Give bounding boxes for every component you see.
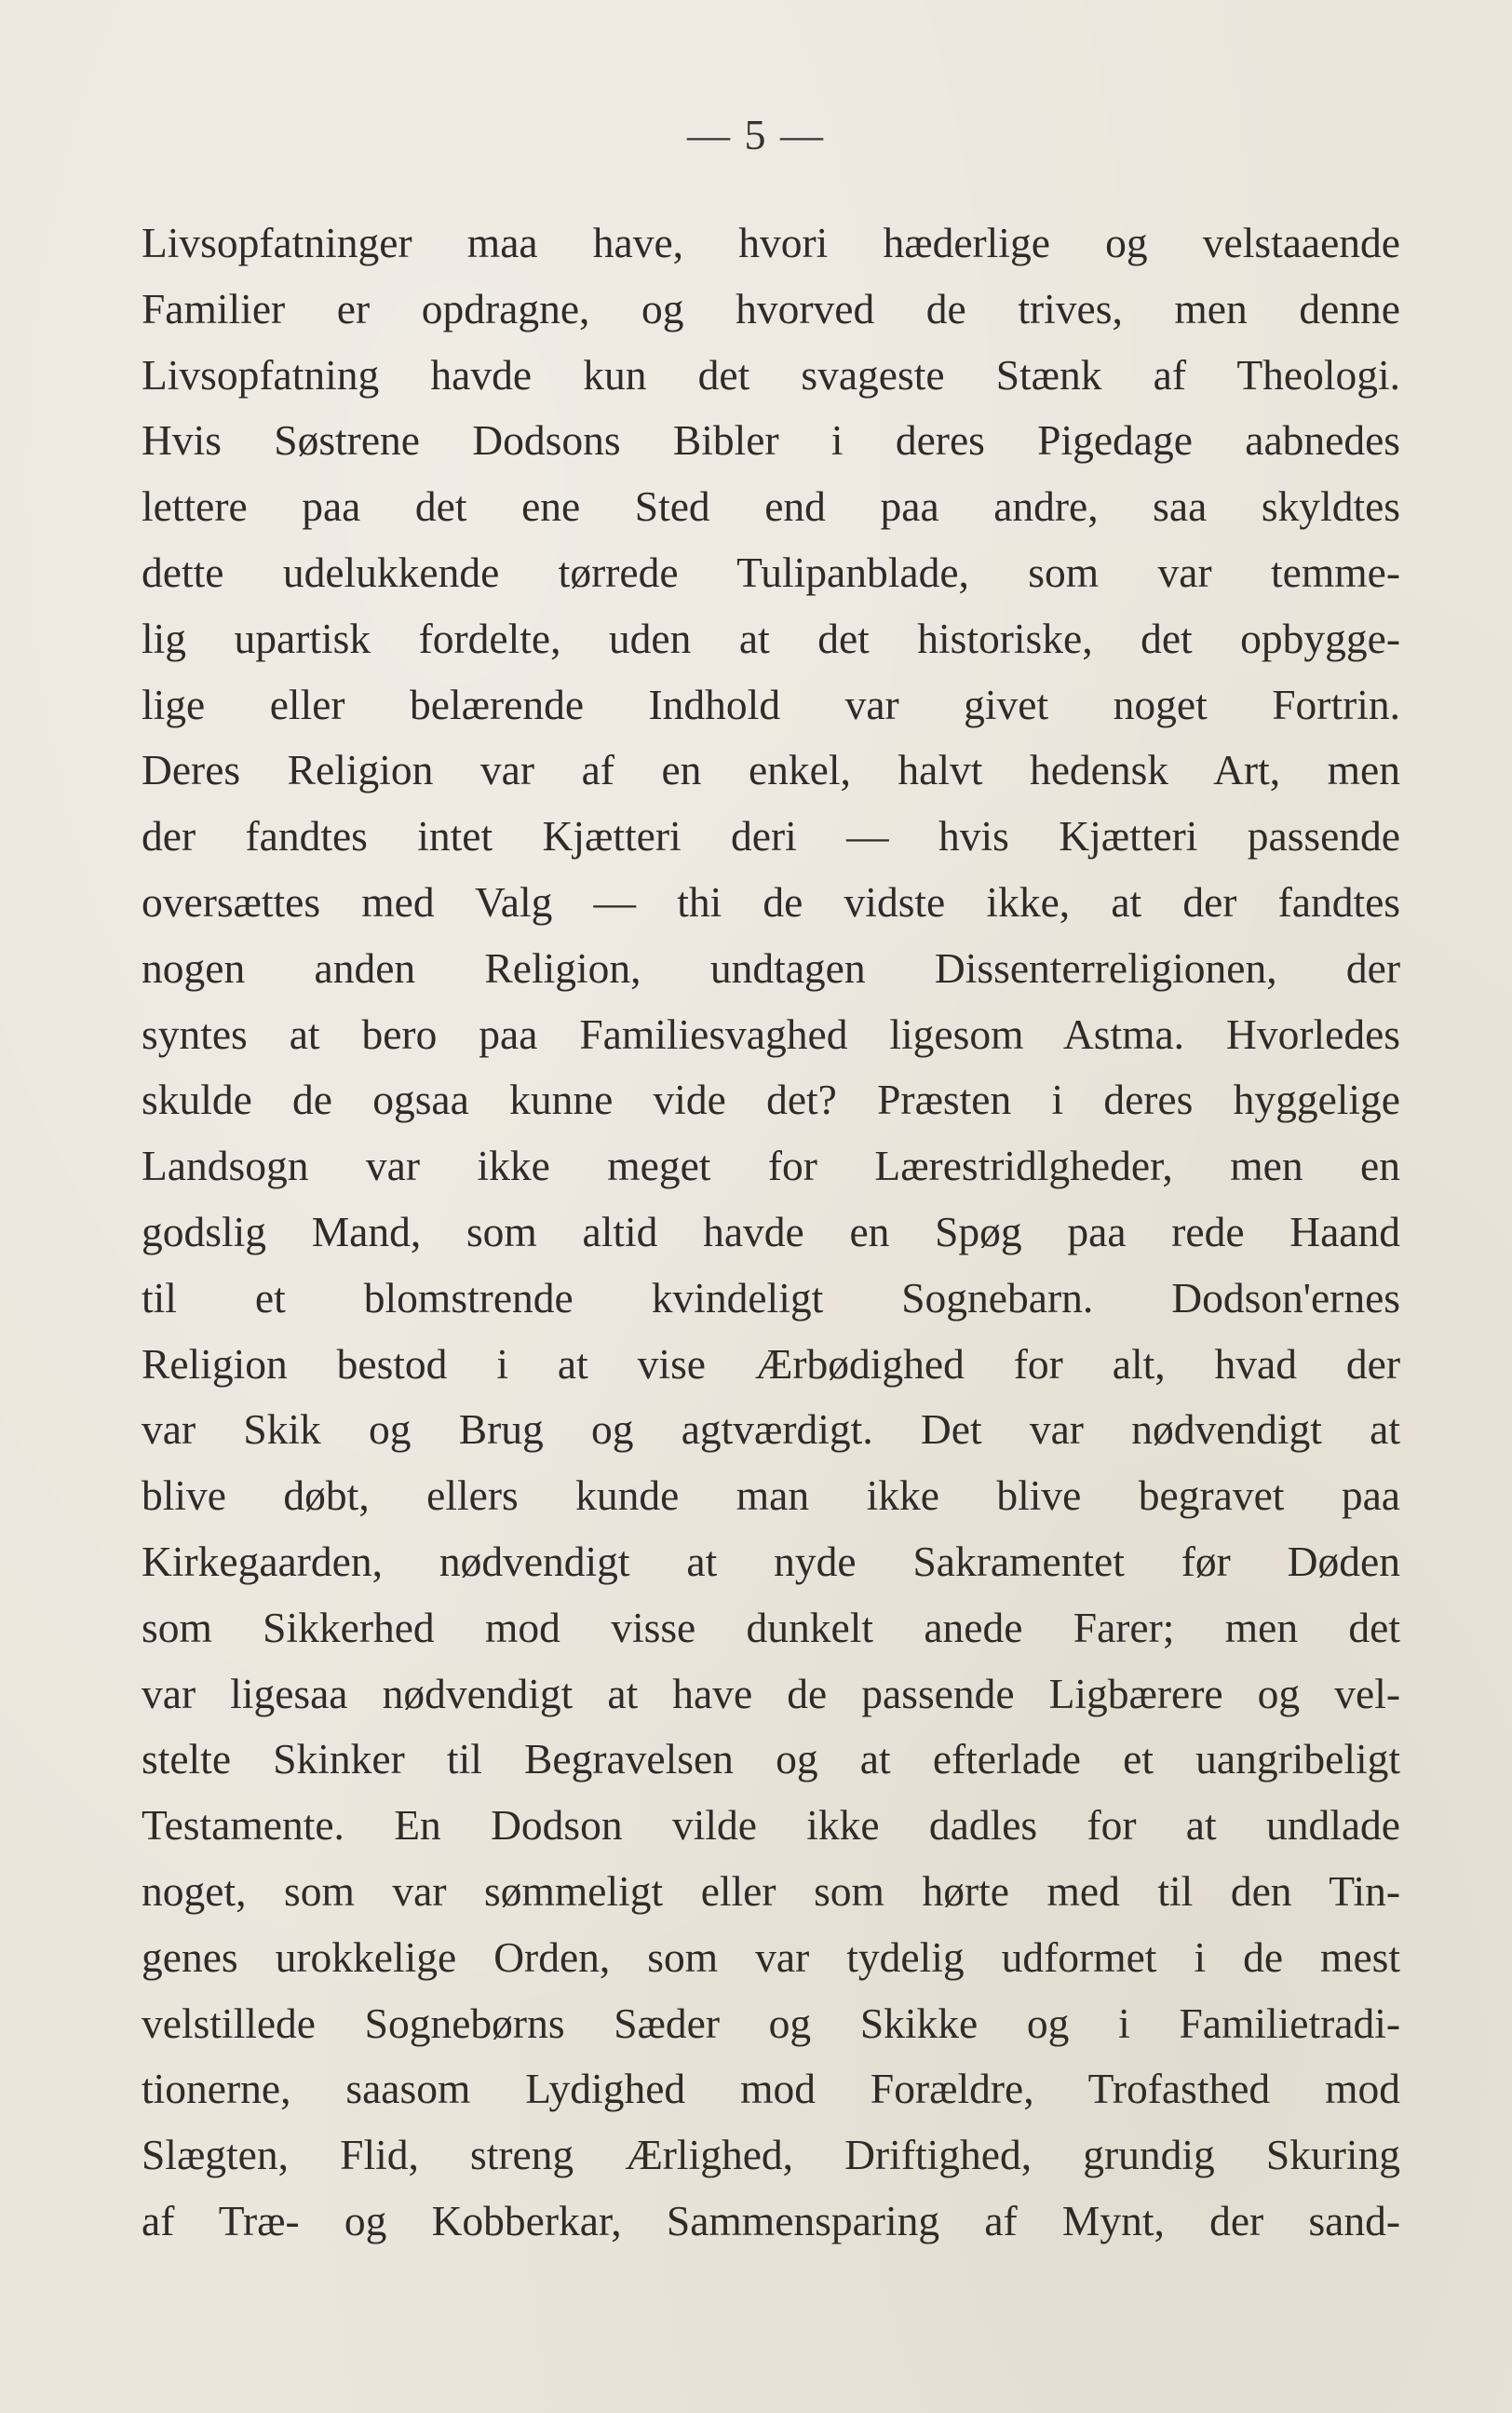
text-line: godslig Mand, som altid havde en Spøg paa rede Haand [142,1207,1400,1255]
text-line: var ligesaa nødvendigt at have de passende Ligbærere og vel- [142,1669,1400,1717]
text-line: noget, som var sømmeligt eller som hørte med til den Tin- [142,1866,1400,1915]
text-line: Familier er opdragne, og hvorved de trives, men denne [142,284,1400,332]
text-line: Landsogn var ikke meget for Lærestridlgheder, men en [142,1142,1400,1190]
text-line: til et blomstrende kvindeligt Sognebarn. Dodson'ernes [142,1273,1400,1322]
text-line: Kirkegaarden, nødvendigt at nyde Sakramentet før Døden [142,1537,1400,1585]
text-line: var Skik og Brug og agtværdigt. Det var nødvendigt at [142,1405,1400,1454]
text-line: lige eller belærende Indhold var givet noget Fortrin. [142,680,1400,728]
page-number: — 5 — [687,111,825,158]
text-line: skulde de ogsaa kunne vide det? Præsten i deres hyggelige [142,1076,1400,1124]
text-line: syntes at bero paa Familiesvaghed ligesom Astma. Hvorledes [142,1010,1400,1058]
text-line: Livsopfatning havde kun det svageste Stænk af Theologi. [142,350,1400,399]
body-text [142,210,1400,2255]
text-line: nogen anden Religion, undtagen Dissenterreligionen, der [142,943,1400,992]
text-line: genes urokkelige Orden, som var tydelig udformet i de mest [142,1932,1400,1981]
text-line: der fandtes intet Kjætteri deri — hvis Kjætteri passende [142,812,1400,861]
text-line: Testamente. En Dodson vilde ikke dadles for at undlade [142,1801,1400,1850]
text-line: tionerne, saasom Lydighed mod Forældre, Trofasthed mod [142,2065,1400,2113]
text-line: blive døbt, ellers kunde man ikke blive begravet paa [142,1471,1400,1520]
text-line: Deres Religion var af en enkel, halvt hedensk Art, men [142,746,1400,794]
text-line: af Træ- og Kobberkar, Sammensparing af Mynt, der sand- [142,2196,1400,2244]
text-line: Slægten, Flid, streng Ærlighed, Driftighed, grundig Skuring [142,2131,1400,2179]
text-line: lig upartisk fordelte, uden at det historiske, det opbygge- [142,614,1400,662]
text-line: oversættes med Valg — thi de vidste ikke, at der fandtes [142,877,1400,926]
text-line: Religion bestod i at vise Ærbødighed for alt, hvad der [142,1339,1400,1388]
text-line: stelte Skinker til Begravelsen og at efterlade et uangribeligt [142,1735,1400,1783]
text-line: som Sikkerhed mod visse dunkelt anede Farer; men det [142,1603,1400,1651]
text-line: dette udelukkende tørrede Tulipanblade, som var temme- [142,548,1400,596]
text-line: Hvis Søstrene Dodsons Bibler i deres Pigedage aabnedes [142,416,1400,465]
text-line: Livsopfatninger maa have, hvori hæderlige og velstaaende [142,219,1400,266]
text-line: lettere paa det ene Sted end paa andre, saa skyldtes [142,482,1400,531]
text-line: velstillede Sognebørns Sæder og Skikke og i Familietradi- [142,1999,1400,2047]
